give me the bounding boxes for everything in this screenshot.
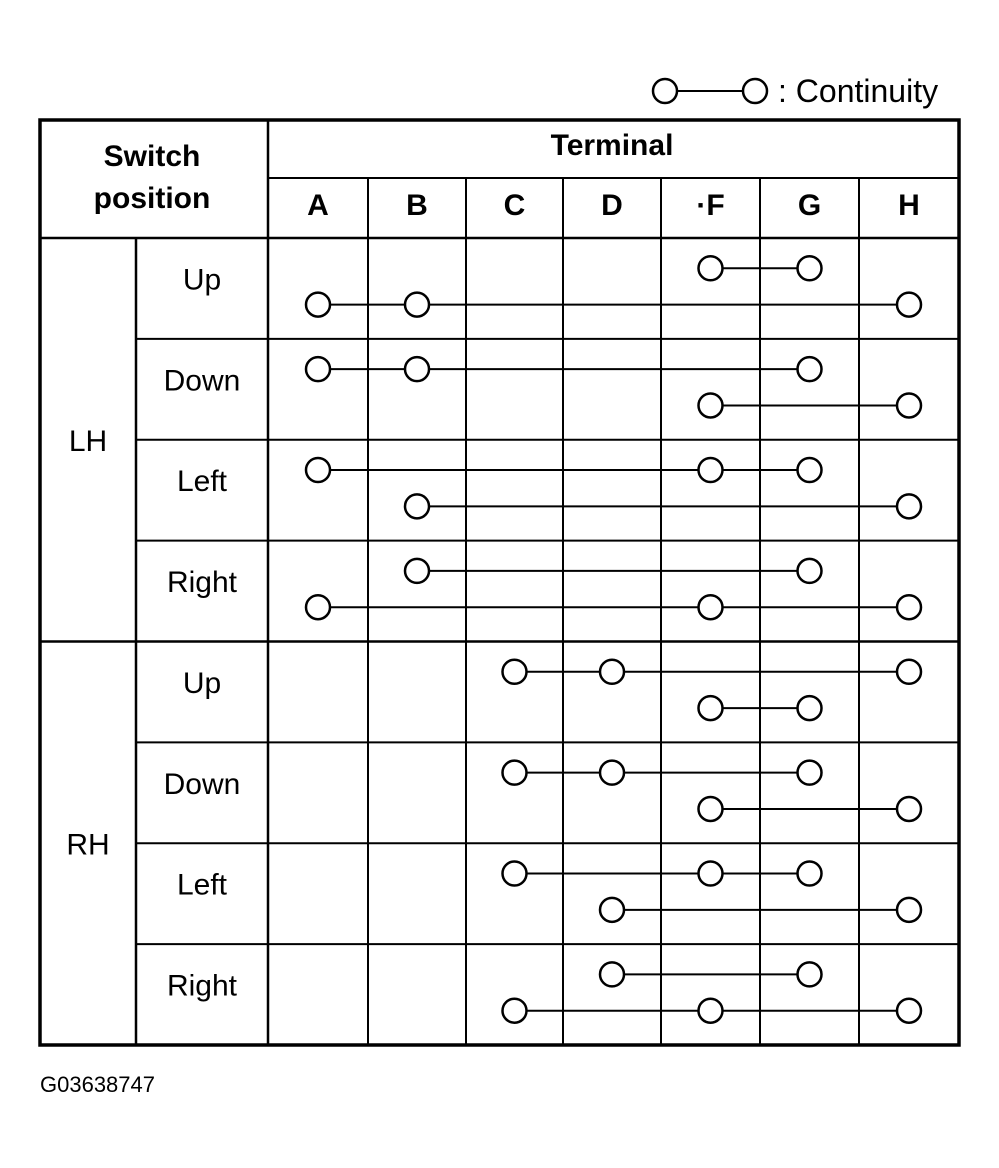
terminal-node-g [798, 256, 822, 280]
terminal-node-h [897, 898, 921, 922]
terminal-node-f [699, 393, 723, 417]
row-label-lh-right: Right [166, 566, 238, 600]
terminal-node-h [897, 595, 921, 619]
group-label-rh: RH [66, 828, 110, 862]
continuity-link [306, 293, 921, 317]
terminal-node-a [306, 595, 330, 619]
terminal-node-d [600, 660, 624, 684]
terminal-node-c [503, 862, 527, 886]
terminal-node-c [503, 660, 527, 684]
legend-label: : Continuity [778, 73, 939, 109]
continuity-link [699, 797, 922, 821]
continuity-link [405, 494, 921, 518]
terminal-node-f [699, 696, 723, 720]
terminal-node-b [405, 293, 429, 317]
column-header-f: ·F [696, 189, 725, 222]
column-header-a: A [307, 189, 329, 222]
row-label-rh-down: Down [163, 767, 241, 801]
row-label-lh-left: Left [176, 465, 228, 499]
terminal-node-c [503, 999, 527, 1023]
column-header-g: G [797, 189, 822, 222]
column-header-c: C [503, 189, 526, 222]
terminal-node-a [306, 357, 330, 381]
row-label-rh-right: Right [166, 969, 238, 1003]
terminal-node-g [798, 862, 822, 886]
terminal-node-b [405, 357, 429, 381]
terminal-node-h [897, 999, 921, 1023]
column-header-h: H [898, 189, 920, 222]
continuity-link [306, 595, 921, 619]
continuity-link [600, 962, 822, 986]
terminal-node-h [897, 293, 921, 317]
table-header [94, 129, 920, 222]
terminal-node-g [798, 357, 822, 381]
row-label-rh-left: Left [176, 868, 228, 902]
terminal-node-b [405, 559, 429, 583]
terminal-node-g [798, 761, 822, 785]
terminal-node-b [405, 494, 429, 518]
terminal-node-d [600, 962, 624, 986]
column-header-b: B [406, 189, 428, 222]
terminal-node-f [699, 797, 723, 821]
terminal-node-f [699, 862, 723, 886]
legend [653, 73, 938, 109]
terminal-node-a [306, 293, 330, 317]
column-header-d: D [601, 189, 623, 222]
row-label-lh-down: Down [163, 364, 241, 398]
terminal-node-f [699, 256, 723, 280]
row-label-lh-up: Up [182, 263, 222, 297]
continuity-wiring [306, 256, 921, 1022]
terminal-node-a [306, 458, 330, 482]
terminal-node-f [699, 458, 723, 482]
terminal-node-d [600, 761, 624, 785]
terminal-node-g [798, 962, 822, 986]
legend-node-left [653, 79, 677, 103]
switch-position-label-line1: Switch [103, 140, 201, 173]
figure-id: G03638747 [40, 1072, 155, 1097]
group-label-lh: LH [68, 424, 108, 458]
terminal-node-f [699, 595, 723, 619]
terminal-node-h [897, 494, 921, 518]
terminal-node-d [600, 898, 624, 922]
terminal-node-g [798, 696, 822, 720]
terminal-node-h [897, 393, 921, 417]
row-label-rh-up: Up [182, 666, 222, 700]
continuity-link [699, 393, 922, 417]
terminal-node-c [503, 761, 527, 785]
switch-position-label-line2: position [93, 182, 211, 215]
legend-node-right [743, 79, 767, 103]
terminal-node-h [897, 660, 921, 684]
row-labels [66, 263, 240, 1002]
terminal-node-h [897, 797, 921, 821]
terminal-label: Terminal [550, 129, 674, 162]
terminal-node-g [798, 458, 822, 482]
terminal-node-f [699, 999, 723, 1023]
terminal-node-g [798, 559, 822, 583]
